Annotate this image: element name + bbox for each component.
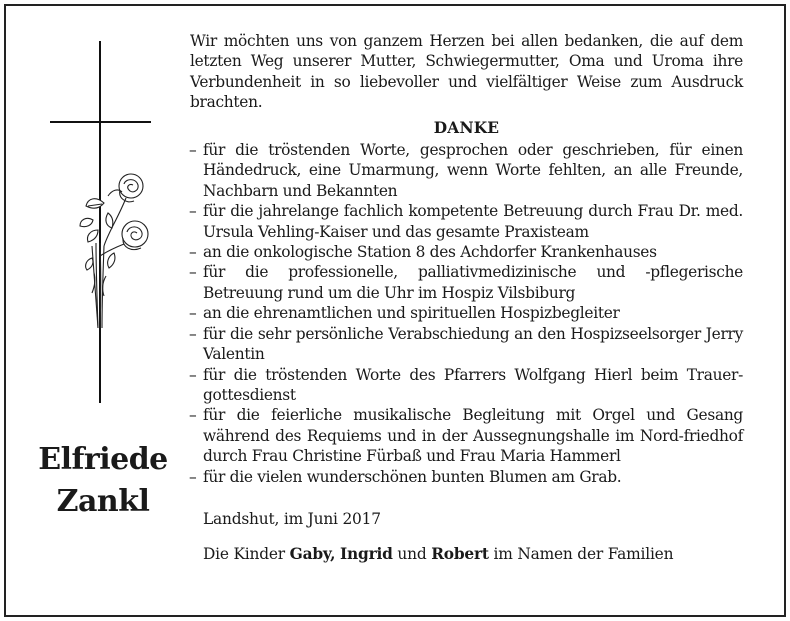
intro-paragraph: Wir möchten uns von ganzem Herzen bei allen bedanken, die auf dem letzten Weg unserer Mutter, Schwiegermutter, Oma und Uroma ihre Verbundenheit in so liebevoller und vielfältiger Weise zum Ausdruck brachten. [190,32,743,112]
roses-icon [80,174,148,328]
place-date: Landshut, im Juni 2017 [203,509,381,528]
thanks-item: – für die sehr persönliche Verabschiedung an den Hospizseelsorger Jerry Valentin [190,324,743,365]
left-column [8,8,183,613]
thanks-item: – für die professionelle, palliativmedizinische und -pflegerische Betreuung rund um die Uhr im Hospiz Vilsbiburg [190,262,743,303]
signoff-name-robert: Robert [431,545,489,564]
thanks-item: – an die onkologische Station 8 des Achdorfer Krankenhauses [190,242,743,262]
cross-icon [8,8,183,448]
signoff-name-ingrid: Ingrid [340,545,393,564]
thanks-item: – für die tröstenden Worte des Pfarrers Wolfgang Hierl beim Trauer-gottesdienst [190,365,743,406]
thanks-list [190,140,743,487]
thanks-item: – für die jahrelange fachlich kompetente Betreuung durch Frau Dr. med. Ursula Vehling-Kaiser und das gesamte Praxisteam [190,201,743,242]
signoff-prefix: Die Kinder [203,545,285,564]
signoff-name-gaby: Gaby, [289,545,336,564]
thanks-item: – für die feierliche musikalische Begleitung mit Orgel und Gesang während des Requiems und in der Aussegnungshalle im Nord-friedhof durch Frau Christine Fürbaß und Frau Maria Hammerl [190,405,743,466]
deceased-last-name: Zankl [56,484,150,519]
thanks-item: – an die ehrenamtlichen und spirituellen Hospizbegleiter [190,303,743,323]
signoff-joiner: und [397,545,427,564]
deceased-first-name: Elfriede [38,442,168,477]
thanks-item: – für die vielen wunderschönen bunten Blumen am Grab. [190,467,743,487]
signoff [203,544,743,564]
message-body [190,31,743,565]
danke-heading: DANKE [433,118,500,137]
thanks-item: – für die tröstenden Worte, gesprochen oder geschrieben, für einen Händedruck, eine Umarmung, wenn Worte fehlten, an alle Freunde, Nachbarn und Bekannten [190,140,743,201]
signoff-suffix: im Namen der Familien [493,545,674,564]
